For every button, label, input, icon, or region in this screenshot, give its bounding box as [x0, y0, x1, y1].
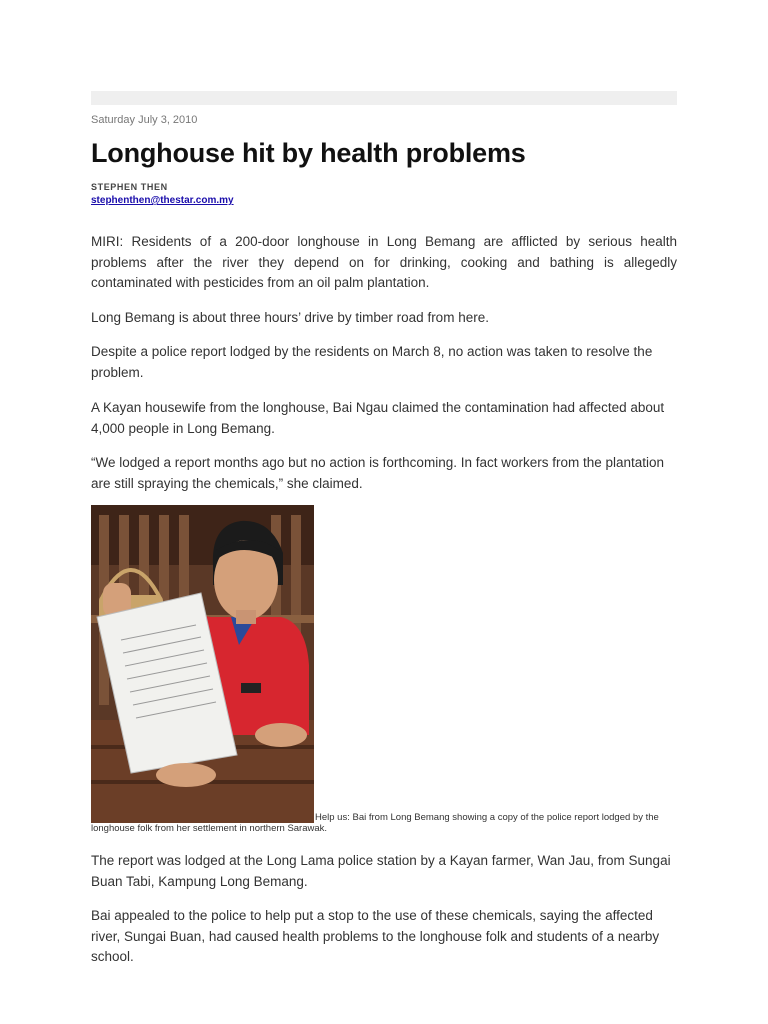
article-paragraph-7: Bai appealed to the police to help put a stop to the use of these chemicals, saying the affected river, Sungai Buan, had caused health problems to the longhouse folk and students of a nearby school. [91, 908, 660, 964]
article-paragraph-3: Despite a police report lodged by the residents on March 8, no action was taken to resolve the problem. [91, 344, 653, 380]
article-paragraph-1: MIRI: Residents of a 200-door longhouse in Long Bemang are afflicted by serious health problems after the river they depend on for drinking, cooking and bathing is allegedly contaminated with pesticides from an oil palm plantation. [91, 234, 677, 290]
photo-caption-text: Help us: Bai from Long Bemang showing a copy of the police report lodged by the longhouse folk from her settlement in northern Sarawak. [91, 812, 659, 834]
photo-caption [91, 812, 677, 834]
author-name: STEPHEN THEN [91, 182, 168, 192]
top-bar [91, 91, 677, 105]
article-headline: Longhouse hit by health problems [91, 138, 526, 168]
author-email-link[interactable]: stephenthen@thestar.com.my [91, 195, 234, 206]
article-paragraph-6: The report was lodged at the Long Lama police station by a Kayan farmer, Wan Jau, from Sungai Buan Tabi, Kampung Long Bemang. [91, 853, 671, 889]
caption-indent [91, 819, 315, 820]
article-paragraph-4: A Kayan housewife from the longhouse, Bai Ngau claimed the contamination had affected about 4,000 people in Long Bemang. [91, 400, 665, 436]
article-paragraph-2: Long Bemang is about three hours’ drive by timber road from here. [91, 310, 489, 325]
article-photo [91, 505, 314, 823]
article-date: Saturday July 3, 2010 [91, 114, 198, 126]
article-paragraph-5: “We lodged a report months ago but no action is forthcoming. In fact workers from the plantation are still spraying the chemicals,” she claimed. [91, 455, 665, 491]
